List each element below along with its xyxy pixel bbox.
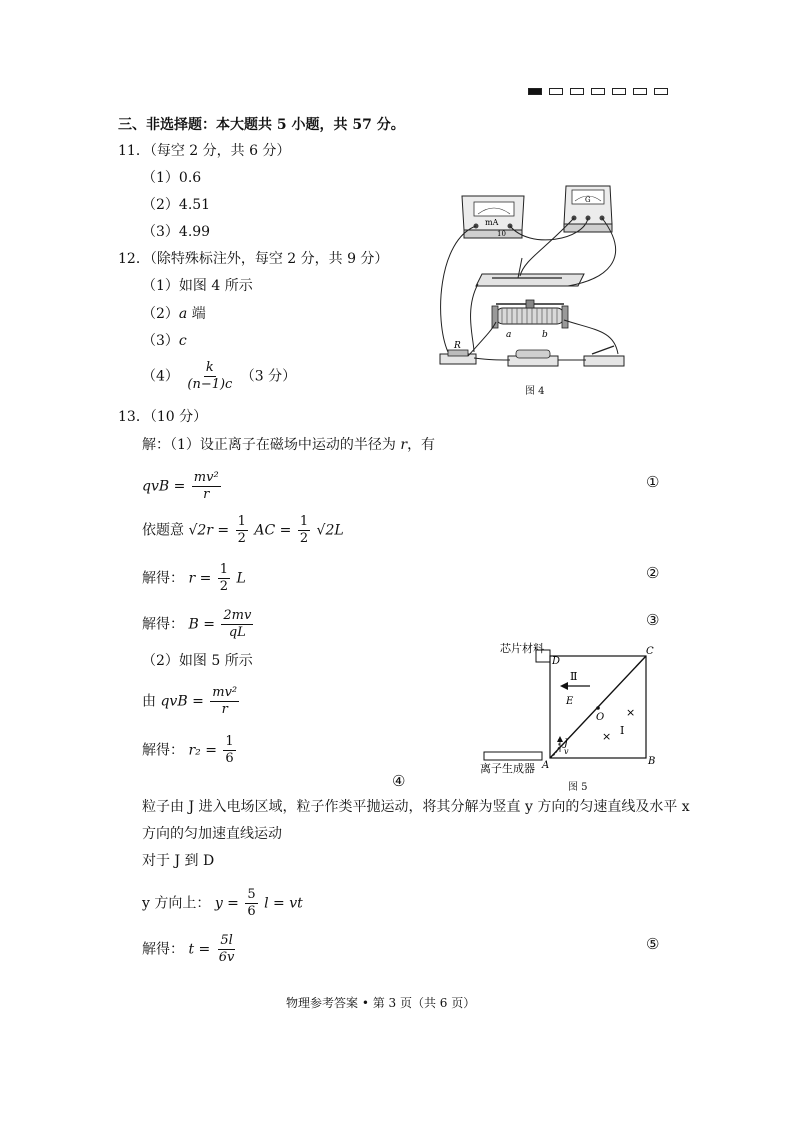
equation-7 [142,887,303,920]
fraction-denominator: 2 [219,579,229,594]
equation-7-lhs: y = [214,895,239,912]
fraction-denominator: qL [228,625,246,640]
fraction-denominator: 6 [247,904,256,919]
equation-8 [142,933,238,966]
fraction-denominator: r [203,487,210,502]
equation-2-part-2: AC = [254,522,292,539]
equation-1-lhs: qvB = [142,478,186,495]
field-e-label: E [566,696,574,707]
equation-3-prefix: 解得： [142,570,184,587]
point-c-label: C [646,646,654,657]
figure-4-caption: 图 4 [525,386,545,397]
equation-3-mark: ② [646,564,660,582]
velocity-label: v [564,747,569,756]
resistor-label: R [454,341,461,351]
point-j-label: J [564,738,569,749]
equation-4-mark: ③ [646,611,660,629]
fraction-denominator: 2 [299,531,309,546]
q13-line-1-suffix: ，有 [407,437,436,453]
equation-7-tail: l = vt [264,895,303,912]
q11-answer-2: （2）4.51 [142,197,211,213]
chip-material-label: 芯片材料 [500,642,544,655]
equation-3-fraction [218,562,230,595]
q12-heading: 12．（除特殊标注外，每空 2 分，共 9 分） [118,251,389,267]
q11-heading: 11．（每空 2 分，共 6 分） [118,143,291,159]
equation-5 [142,685,241,718]
g-label: G [585,196,591,204]
equation-2-part-1: √2r = [188,522,230,539]
equation-7-fraction [245,887,257,920]
region-1-label: Ⅰ [620,724,625,737]
q11-answer-3: （3）4.99 [142,224,211,240]
q13-part-2: （2）如图 5 所示 [142,653,253,669]
galvanometer [564,186,612,232]
point-b-label: B [648,756,656,767]
equation-4-fraction [221,608,253,641]
ion-generator-label: 离子生成器 [480,762,535,775]
equation-1-mark: ① [646,473,660,491]
equation-6 [142,734,238,767]
equation-2-prefix: 依题意 [142,522,189,539]
page-indicator-box [633,88,647,95]
fraction-numerator: mv² [193,470,219,485]
q13-paragraph-3: 对于 J 到 D [142,853,215,869]
q12-answer-4-prefix: （4） [142,368,179,385]
section-title: 三、非选择题：本大题共 5 小题，共 57 分。 [118,117,405,133]
q11-answer-1: （1）0.6 [142,170,202,186]
q13-heading: 13．（10 分） [118,409,208,425]
equation-4-prefix: 解得： [142,616,184,633]
point-d-label: D [552,656,561,667]
fraction-numerator: mv² [212,685,238,700]
equation-8-fraction [217,933,237,966]
ma-scale: 10 [497,230,506,238]
equation-2-fraction-1 [236,514,248,547]
milliammeter [462,196,524,238]
equation-5-prefix: 由 [142,693,161,710]
equation-6-fraction [223,734,235,767]
q13-line-1-prefix: 解：（1）设正离子在磁场中运动的半径为 [142,437,401,453]
q12-answer-4 [142,360,296,393]
rheostat [492,300,568,340]
fraction-denominator: 6 [225,751,234,766]
fraction-numerator: 1 [219,562,229,577]
svg-text:×: × [602,730,612,743]
equation-3-tail: L [236,570,246,587]
equation-5-fraction [210,685,239,718]
q12-answer-4-suffix: （3 分） [240,368,297,385]
wires [441,218,618,360]
q12-answer-3 [142,332,187,350]
equation-8-mark: ⑤ [646,935,660,953]
equation-3 [142,562,246,595]
equation-8-prefix: 解得： [142,941,184,958]
fraction-denominator: r [221,702,228,717]
equation-7-prefix: y 方向上： [142,895,211,912]
equation-4 [142,608,255,641]
equation-3-lhs: r = [188,570,212,587]
figure-5-caption: 图 5 [568,782,588,793]
svg-text:×: × [626,706,636,719]
page-footer: 物理参考答案 • 第 3 页（共 6 页） [286,996,476,1010]
q12-answer-2-prefix: （2） [142,306,179,322]
q13-line-1-var: r [400,437,408,453]
equation-2-part-3: √2L [316,522,344,539]
q12-answer-2-var: a [178,306,188,322]
terminal-b-label: b [542,330,548,340]
page-indicator-box [549,88,563,95]
equation-5-lhs: qvB = [160,693,204,710]
equation-2 [142,514,344,547]
page-indicator-box [591,88,605,95]
point-a-label: A [542,760,550,771]
q12-answer-4-fraction [185,360,234,393]
fraction-numerator: 5l [220,933,233,948]
q12-answer-3-var: c [178,333,187,349]
equation-6-lhs: r₂ = [188,742,217,759]
fraction-denominator: 2 [237,531,246,546]
fraction-denominator: (n−1)c [187,377,233,392]
equation-1-fraction [192,470,221,503]
fraction-denominator: 6v [218,950,235,965]
wire-board [476,258,584,286]
figure-5-diagram [478,642,694,778]
point-o-label: O [596,712,605,723]
page-indicator-box [654,88,668,95]
fraction-numerator: 1 [225,734,234,749]
ma-label: mA [485,218,499,227]
page-indicator [528,88,668,95]
terminal-a-label: a [506,330,512,340]
page-indicator-box [612,88,626,95]
page-indicator-current [528,88,542,95]
q13-paragraph-2: 方向的匀加速直线运动 [142,826,282,842]
switch [584,346,624,366]
q13-line-1 [142,436,435,454]
q12-answer-2-suffix: 端 [187,306,206,322]
fraction-numerator: 2mv [223,608,252,623]
equation-6-prefix: 解得： [142,742,184,759]
fraction-numerator: k [205,360,214,375]
fraction-numerator: 1 [237,514,246,529]
region-2-label: Ⅱ [570,670,578,683]
equation-2-fraction-2 [298,514,310,547]
equation-6-mark: ④ [392,772,406,790]
fraction-numerator: 1 [299,514,309,529]
q13-paragraph-1: 粒子由 J 进入电场区域，粒子作类平抛运动，将其分解为竖直 y 方向的匀速直线及水平 x [142,799,690,815]
q12-answer-1: （1）如图 4 所示 [142,278,253,294]
q12-answer-2 [142,305,206,323]
q12-answer-3-prefix: （3） [142,333,179,349]
equation-4-lhs: B = [188,616,215,633]
equation-1 [142,470,223,503]
figure-4-circuit [434,180,630,376]
battery [508,350,558,366]
equation-8-lhs: t = [188,941,211,958]
page-indicator-box [570,88,584,95]
fraction-numerator: 5 [247,887,256,902]
